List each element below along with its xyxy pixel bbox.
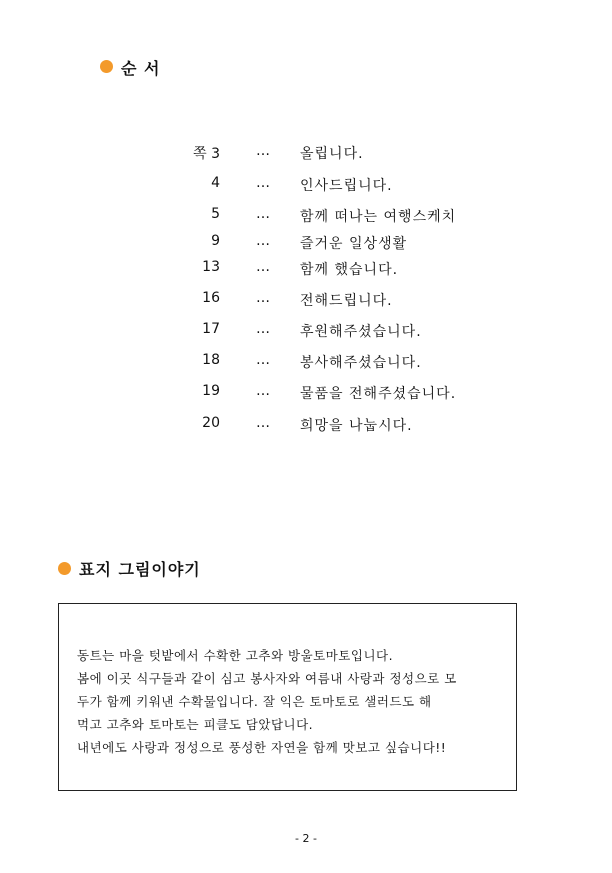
toc-row[interactable] <box>0 415 612 435</box>
bullet-dot-icon <box>100 60 113 73</box>
cover-story-text <box>77 644 507 759</box>
cover-story-box <box>58 603 517 791</box>
toc-label: 물품을 전해주셨습니다. <box>300 386 457 402</box>
cover-story-line: 두가 함께 키워낸 수확물입니다. 잘 익은 토마토로 샐러드도 해 <box>77 694 432 709</box>
toc-ellipsis: … <box>256 259 270 275</box>
toc-label: 올립니다. <box>300 146 364 162</box>
toc-label: 후원해주셨습니다. <box>300 324 422 340</box>
toc-ellipsis: … <box>256 143 270 159</box>
toc-page-number: 13 <box>202 259 220 275</box>
toc-ellipsis: … <box>256 321 270 337</box>
toc-page-number: 4 <box>211 175 220 191</box>
toc-page-number: 20 <box>202 415 220 431</box>
toc-ellipsis: … <box>256 290 270 306</box>
toc-label: 함께 했습니다. <box>300 262 399 278</box>
toc-row[interactable] <box>0 259 612 279</box>
toc-row[interactable] <box>0 143 612 163</box>
toc-row[interactable] <box>0 175 612 195</box>
toc-ellipsis: … <box>256 415 270 431</box>
toc-page-number: 17 <box>202 321 220 337</box>
toc-page-number: 19 <box>202 383 220 399</box>
page-number: - 2 - <box>295 832 317 845</box>
toc-title: 순 서 <box>121 59 161 78</box>
cover-story-title: 표지 그림이야기 <box>79 560 201 579</box>
toc-page-number: 5 <box>211 206 220 222</box>
toc-row[interactable] <box>0 206 612 226</box>
toc-label: 전해드립니다. <box>300 293 393 309</box>
toc-ellipsis: … <box>256 175 270 191</box>
toc-ellipsis: … <box>256 383 270 399</box>
cover-story-line: 내년에도 사랑과 정성으로 풍성한 자연을 함께 맛보고 싶습니다!! <box>77 740 447 755</box>
toc-ellipsis: … <box>256 233 270 249</box>
cover-story-line: 봄에 이곳 식구들과 같이 심고 봉사자와 여름내 사랑과 정성으로 모 <box>77 671 457 686</box>
toc-ellipsis: … <box>256 206 270 222</box>
toc-label: 희망을 나눕시다. <box>300 418 413 434</box>
toc-page-number: 9 <box>211 233 220 249</box>
toc-label: 인사드립니다. <box>300 178 393 194</box>
toc-label: 봉사해주셨습니다. <box>300 355 422 371</box>
cover-story-line: 먹고 고추와 토마토는 피클도 담았답니다. <box>77 717 314 732</box>
toc-page-number: 18 <box>202 352 220 368</box>
toc-row[interactable] <box>0 290 612 310</box>
bullet-dot-icon <box>58 562 71 575</box>
cover-story-line: 동트는 마을 텃밭에서 수확한 고추와 방울토마토입니다. <box>77 648 394 663</box>
toc-row[interactable] <box>0 352 612 372</box>
toc-page-number: 쪽 3 <box>193 146 220 162</box>
toc-ellipsis: … <box>256 352 270 368</box>
toc-page-number: 16 <box>202 290 220 306</box>
toc-row[interactable] <box>0 233 612 253</box>
toc-label: 즐거운 일상생활 <box>300 236 408 252</box>
toc-row[interactable] <box>0 321 612 341</box>
toc-row[interactable] <box>0 383 612 403</box>
toc-label: 함께 떠나는 여행스케치 <box>300 209 457 225</box>
